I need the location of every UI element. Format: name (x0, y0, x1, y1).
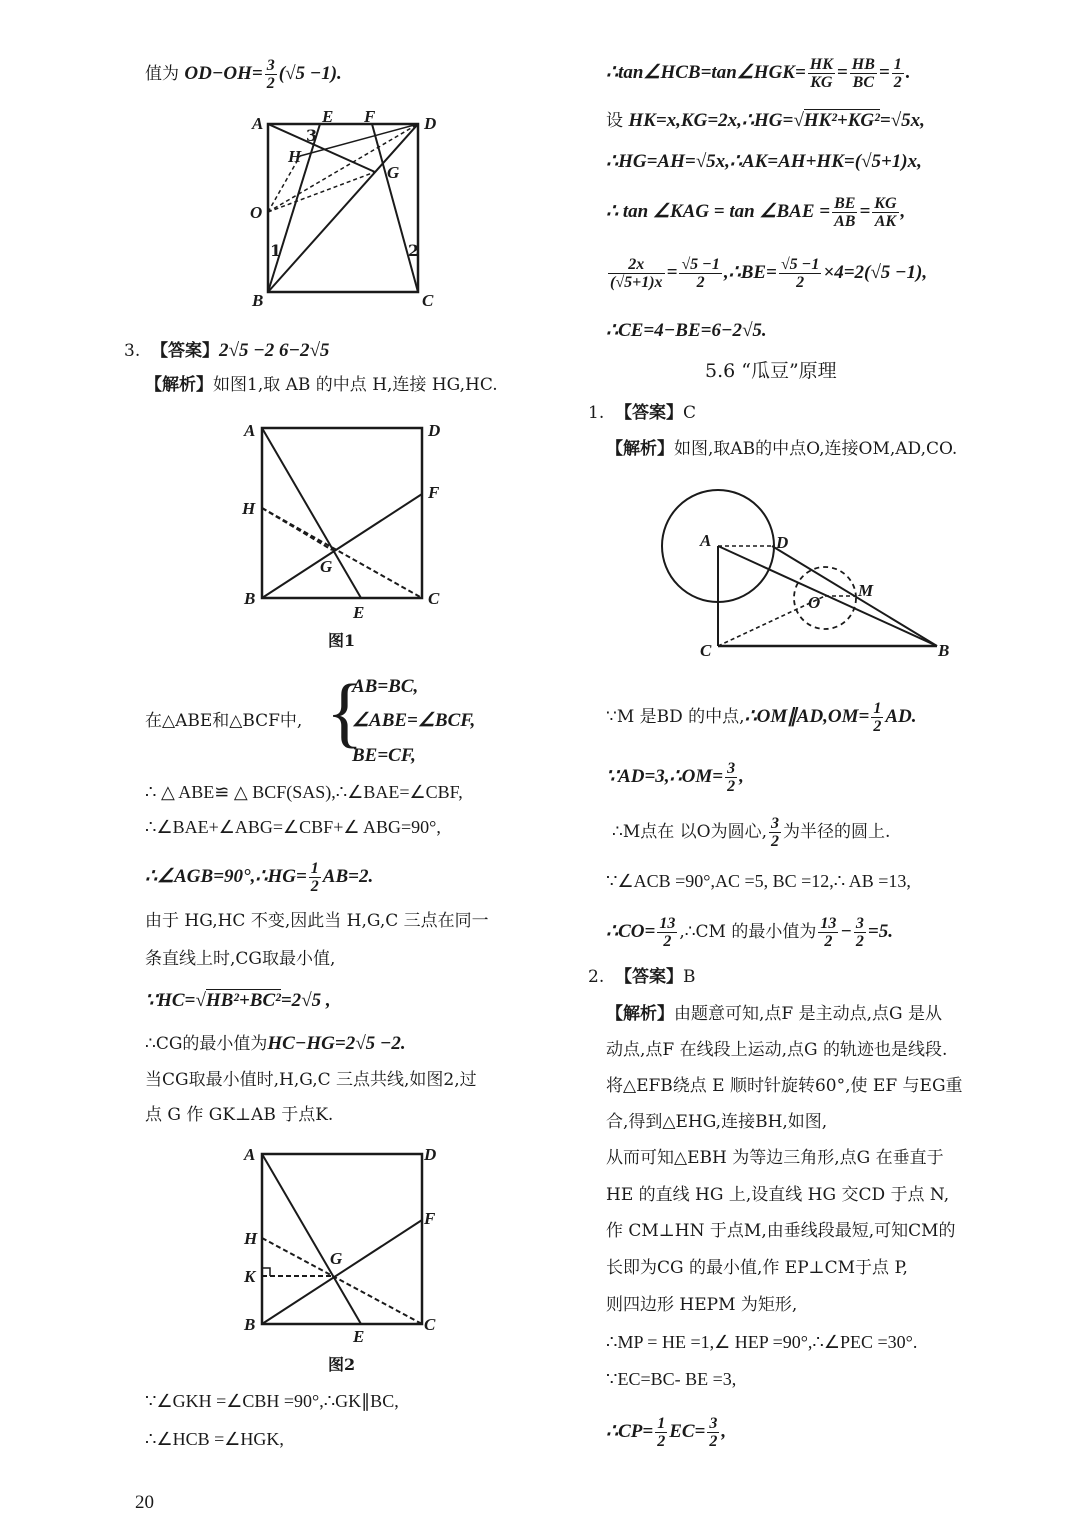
line-ce: ∴CE=4−BE=6−2√5. (606, 320, 767, 341)
label-3: 3 (306, 126, 318, 145)
line-hc: ∵HC=√HB²+BC²=2√5 , (145, 990, 331, 1011)
line-hg: ∴HG=AH=√5x,∴AK=AH+HK=(√5+1)x, (606, 151, 922, 172)
label-E: E (353, 1327, 365, 1346)
q2-line-7: 作 CM⊥HN 于点M,由垂线段最短,可知CM的 (606, 1221, 956, 1241)
label-G: G (320, 557, 333, 576)
label-H: H (242, 499, 256, 518)
q3-answer: 3. 【答案】2√5 −2 6−2√5 (124, 340, 330, 361)
label-O: O (250, 203, 263, 222)
line-tan1: ∴tan∠HCB=tan∠HGK= $\frac{HK}{KG}$ = $\frac{HB}{BC}$ = $\frac{1}{2}$ . (606, 56, 911, 91)
label-F: F (428, 483, 440, 502)
line-set: 设 HK=x,KG=2x,∴HG=√HK²+KG²=√5x, (606, 110, 925, 131)
label-D: D (776, 533, 789, 552)
label-H: H (288, 147, 302, 166)
line-cp: ∴CP= $\frac{1}{2}$ EC= $\frac{3}{2}$ , (606, 1415, 727, 1450)
label-2: 2 (408, 241, 420, 260)
label-M: M (858, 581, 874, 600)
label-O: O (808, 593, 821, 612)
q2-line-4: 合,得到△EHG,连接BH,如图, (606, 1112, 828, 1132)
label-C: C (424, 1315, 436, 1334)
label-A: A (700, 531, 712, 550)
label-H: H (244, 1229, 258, 1248)
system-line-1: AB=BC, (352, 676, 419, 697)
q2-line-8: 长即为CG 的最小值,作 EP⊥CM于点 P, (606, 1258, 908, 1278)
label-K: K (244, 1267, 256, 1286)
para-4: 点 G 作 GK⊥AB 于点K. (145, 1105, 334, 1125)
q2-answer: 2. 【答案】B (588, 967, 696, 987)
section-title: 5.6 “瓜豆”原理 (705, 360, 837, 382)
q1-analysis: 【解析】如图,取AB的中点O,连接OM,AD,CO. (606, 439, 958, 459)
label-E: E (322, 107, 334, 126)
system-line-3: BE=CF, (352, 745, 416, 766)
q2-line-11: ∵EC=BC- BE =3, (606, 1369, 737, 1389)
figure-square-aefd (240, 104, 460, 314)
label-1: 1 (270, 241, 282, 260)
line-be: $\frac{2x}{(√5+1)x}$ = $\frac{√5 -1}{2}$ ,∴BE= $\frac{√5 -1}{2}$ ×4=2(√5 −1), (610, 256, 928, 291)
label-B: B (244, 589, 256, 608)
line-agb: ∴∠AGB=90°,∴HG= $\frac{1}{2}$ AB=2. (145, 860, 374, 895)
line-acb: ∵∠ACB =90°,AC =5, BC =12,∴ AB =13, (606, 871, 911, 891)
system-brace: { (326, 668, 364, 755)
line-congruence: ∴ △ ABE≌ △ BCF(SAS),∴∠BAE=∠CBF, (145, 782, 463, 802)
figure-2 (236, 1138, 476, 1383)
q2-line-3: 将△EFB绕点 E 顺时针旋转60°,使 EF 与EG重 (606, 1076, 963, 1096)
q2-line-10: ∴MP = HE =1,∠ HEP =90°,∴∠PEC =30°. (606, 1332, 918, 1352)
line-cg-min: ∴CG的最小值为HC−HG=2√5 −2. (145, 1033, 406, 1054)
label-C: C (428, 589, 440, 608)
label-C: C (700, 641, 712, 660)
q1-answer: 1. 【答案】C (588, 403, 697, 423)
figure-caption: 图1 (328, 631, 356, 650)
label-G: G (330, 1249, 343, 1268)
line-co: ∴CO= $\frac{13}{2}$ ,∴CM 的最小值为 $\frac{13}{2}$ − $\frac{3}{2}$ =5. (606, 915, 893, 950)
label-E: E (353, 603, 365, 622)
tri-intro: 在△ABE和△BCF中, (145, 711, 303, 731)
para-2: 条直线上时,CG取最小值, (145, 949, 336, 969)
line-ad: ∵AD=3,∴OM= $\frac{3}{2}$ , (606, 760, 744, 795)
label-A: A (244, 421, 256, 440)
q2-line-5: 从而可知△EBH 为等边三角形,点G 在垂直于 (606, 1148, 944, 1168)
label-A: A (252, 114, 264, 133)
line-tan2: ∴ tan ∠KAG = tan ∠BAE = $\frac{BE}{AB}$ = $\frac{KG}{AK}$ , (606, 195, 906, 230)
q2-line-6: HE 的直线 HG 上,设直线 HG 交CD 于点 N, (606, 1185, 950, 1205)
label-B: B (938, 641, 950, 660)
line-gkh: ∵∠GKH =∠CBH =90°,∴GK∥BC, (145, 1391, 399, 1411)
label-C: C (422, 291, 434, 310)
line-angle-sum: ∴∠BAE+∠ABG=∠CBF+∠ ABG=90°, (145, 817, 441, 837)
q3-analysis: 【解析】如图1,取 AB 的中点 H,连接 HG,HC. (145, 375, 498, 395)
intro-line: 值为 OD−OH= $\frac{3}{2}$ (√5 −1). (145, 57, 342, 92)
para-1: 由于 HG,HC 不变,因此当 H,G,C 三点在同一 (145, 911, 489, 931)
page-number: 20 (135, 1492, 154, 1513)
label-A: A (244, 1145, 256, 1164)
q2-line-2: 动点,点F 在线段上运动,点G 的轨迹也是线段. (606, 1040, 948, 1060)
figure-3 (650, 478, 970, 668)
system-line-2: ∠ABE=∠BCF, (352, 710, 476, 731)
figure-1 (236, 412, 476, 657)
label-F: F (364, 107, 376, 126)
line-hcb: ∴∠HCB =∠HGK, (145, 1429, 284, 1449)
label-F: F (424, 1209, 436, 1228)
figure-caption: 图2 (328, 1355, 356, 1374)
q2-line-1: 【解析】由题意可知,点F 是主动点,点G 是从 (606, 1004, 942, 1024)
label-G: G (387, 163, 400, 182)
label-B: B (252, 291, 264, 310)
label-D: D (424, 114, 437, 133)
line-m-mid: ∵M 是BD 的中点,∴OM∥AD,OM= $\frac{1}{2}$ AD. (606, 700, 917, 735)
label-D: D (428, 421, 441, 440)
line-circle: ∴M点在 以O为圆心, $\frac{3}{2}$ 为半径的圆上. (612, 815, 891, 850)
para-3: 当CG取最小值时,H,G,C 三点共线,如图2,过 (145, 1070, 477, 1090)
q2-line-9: 则四边形 HEPM 为矩形, (606, 1295, 798, 1315)
label-B: B (244, 1315, 256, 1334)
label-D: D (424, 1145, 437, 1164)
